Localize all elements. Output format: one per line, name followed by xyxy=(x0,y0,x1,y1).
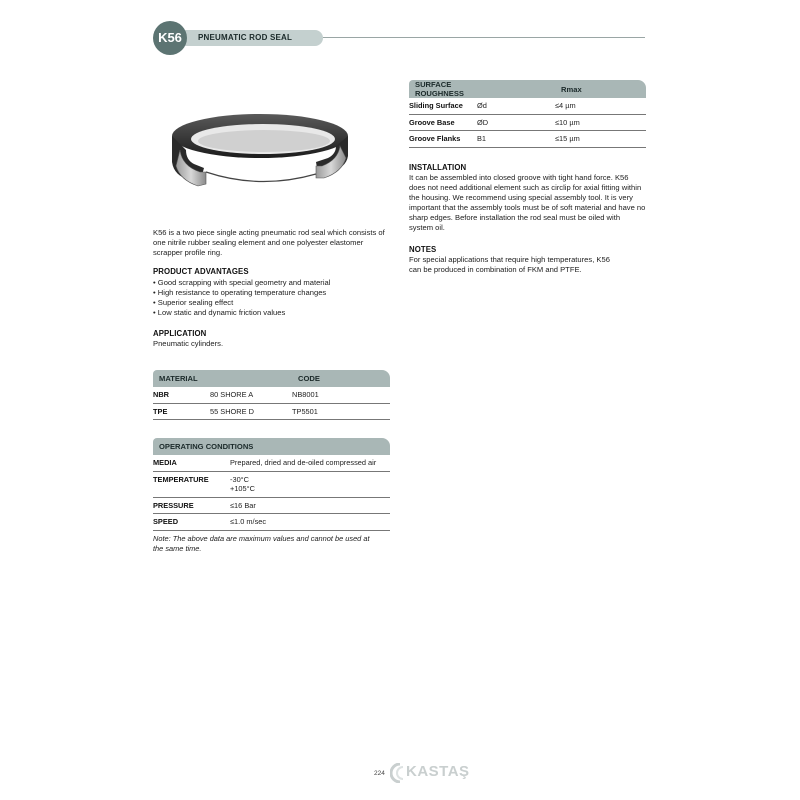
table-cell: Sliding Surface xyxy=(409,98,477,114)
brand-name: KASTAŞ xyxy=(406,763,470,780)
list-item: • Low static and dynamic friction values xyxy=(153,308,393,318)
table-row xyxy=(153,471,390,497)
cell-value: +105°C xyxy=(230,484,255,493)
list-item: • Superior sealing effect xyxy=(153,298,393,308)
rod-seal-illustration xyxy=(160,106,360,198)
cell-value: -30°C xyxy=(230,474,249,484)
notes-heading: NOTES xyxy=(409,245,437,254)
column-header: MATERIAL xyxy=(153,370,210,387)
application-text: Pneumatic cylinders. xyxy=(153,339,224,348)
table-row xyxy=(409,98,646,114)
table-cell: 80 SHORE A xyxy=(210,387,292,403)
column-header: Rmax xyxy=(555,80,646,98)
table-cell: 55 SHORE D xyxy=(210,403,292,420)
list-item: • Good scrapping with special geometry and material xyxy=(153,278,393,288)
table-cell xyxy=(230,455,390,471)
page-number: 224 xyxy=(374,770,385,777)
table-cell: B1 xyxy=(477,131,555,148)
table-cell: TPE xyxy=(153,403,210,420)
advantages-heading: PRODUCT ADVANTAGES xyxy=(153,267,249,276)
table-cell: TP5501 xyxy=(292,403,390,420)
table-header-row xyxy=(153,438,390,455)
table-cell: ≤1.0 m/sec xyxy=(230,514,390,531)
table-cell: ≤16 Bar xyxy=(230,497,390,514)
product-description: K56 is a two piece single acting pneumatic rod seal which consists of one nitrile rubber sealing element and one polyester elastomer scrapper profile ring. xyxy=(153,228,385,257)
table-cell: ØD xyxy=(477,114,555,131)
installation-heading: INSTALLATION xyxy=(409,163,467,172)
table-cell: ≤10 µm xyxy=(555,114,646,131)
product-code-badge: K56 xyxy=(153,21,187,55)
table-cell: ≤15 µm xyxy=(555,131,646,148)
table-header-row xyxy=(409,80,646,98)
installation-text: It can be assembled into closed groove with tight hand force. K56 does not need additional element such as circlip for axial fitting within the housing. We recommend using special assembly tool. It is very important that the assembly tools must be of soft material and have no sharp edges. Before installation the rod seal must be oiled with system oil. xyxy=(409,173,646,232)
table-row xyxy=(153,387,390,403)
column-header: OPERATING CONDITIONS xyxy=(153,438,390,455)
table-cell: Ød xyxy=(477,98,555,114)
operating-conditions-table xyxy=(153,438,390,531)
application-heading: APPLICATION xyxy=(153,329,207,338)
table-row xyxy=(153,497,390,514)
table-cell: PRESSURE xyxy=(153,497,230,514)
header-divider xyxy=(323,37,645,38)
column-header xyxy=(477,80,555,98)
page-title: PNEUMATIC ROD SEAL xyxy=(198,33,293,42)
list-item: • High resistance to operating temperature changes xyxy=(153,288,393,298)
table-cell: Groove Flanks xyxy=(409,131,477,148)
column-header xyxy=(210,370,292,387)
table-cell: ≤4 µm xyxy=(555,98,646,114)
notes-text: For special applications that require high temperatures, K56 can be produced in combination of FKM and PTFE. xyxy=(409,255,610,274)
cell-value: Prepared, dried and de-oiled compressed air xyxy=(230,458,377,467)
advantages-list xyxy=(153,278,393,318)
table-cell: MEDIA xyxy=(153,455,230,471)
table-cell: SPEED xyxy=(153,514,230,531)
table-cell: NBR xyxy=(153,387,210,403)
table-header-row xyxy=(153,370,390,387)
material-table xyxy=(153,370,390,420)
kastas-logo-icon xyxy=(390,763,406,783)
table-cell: TEMPERATURE xyxy=(153,471,230,497)
table-row xyxy=(409,131,646,148)
table-cell xyxy=(230,471,390,497)
table-cell: Groove Base xyxy=(409,114,477,131)
table-row xyxy=(409,114,646,131)
column-header: CODE xyxy=(292,370,390,387)
table-row xyxy=(153,403,390,420)
table-cell: NB8001 xyxy=(292,387,390,403)
footnote: Note: The above data are maximum values and cannot be used at the same time. xyxy=(153,534,370,553)
table-row xyxy=(153,514,390,531)
surface-roughness-table xyxy=(409,80,646,148)
column-header: SURFACE ROUGHNESS xyxy=(409,80,477,98)
table-row xyxy=(153,455,390,471)
